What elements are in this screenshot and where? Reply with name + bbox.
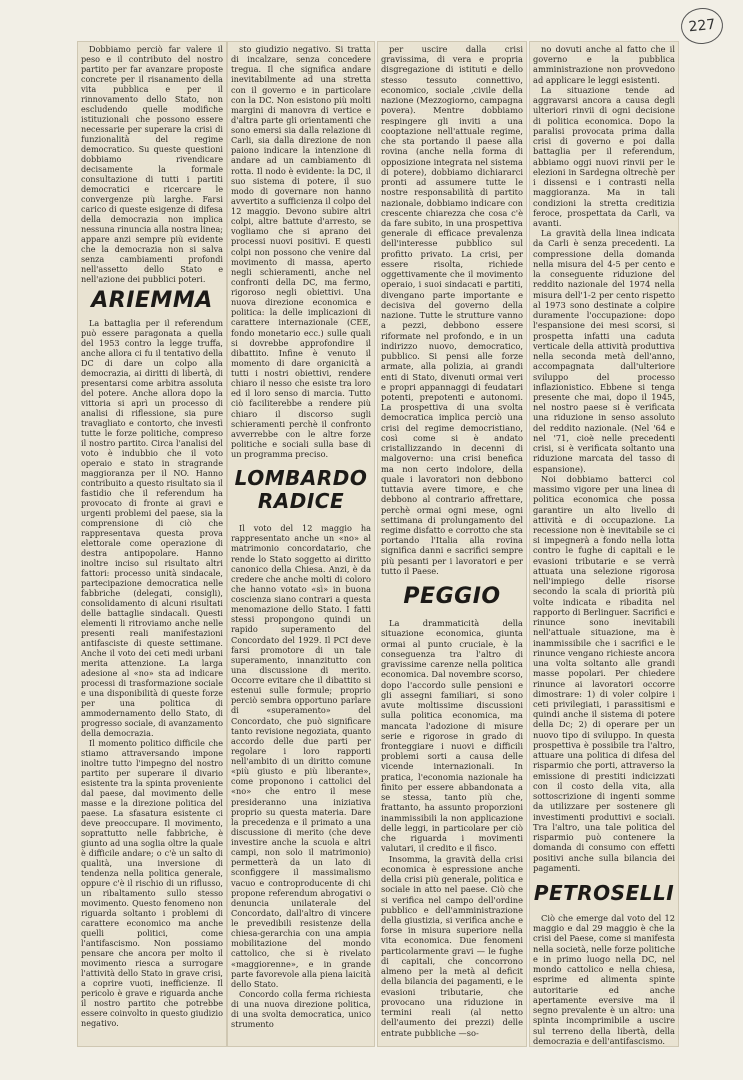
heading-lombardo: LOMBARDO xyxy=(234,466,368,491)
page-number: 227 xyxy=(679,6,725,46)
column-1-paragraph: La battaglia per il referendum può essere paragonata a quella del 1953 contro la legge truffa, anche allora ci fu il tentativo della DC di dare un colpo alla democrazia, ai diritti di libertà, di presentarsi come arbitra assoluta del potere. Anche allora dopo la vittoria si aprì un processo di analisi di riflessione, sia pure travagliato e contorto, che investì tutte le forze politiche, compreso il nostro partito. Circa l'analisi del voto è indubbio che il voto operaio e stato in stragrande maggioranza per il NO. Hanno contribuito a questo risultato sia il fastidio che il referendum ha provocato di fronte ai gravi e urgenti problemi del paese, sia la comprensione di ciò che rappresentava questa prova elettorale come operazione di destra antipopolare. Hanno inoltre inciso sul risultato altri fattori: processo unità sindacale, partecipazione democratica nelle fabbriche (delegati, consigli), consolidamento di alcuni risultati delle battaglie sindacali. Questi elementi li ritroviamo anche nelle presenti reali manifestazioni antifasciste di queste settimane. Anche il voto dei ceti medi urbani merita attenzione. La larga adesione al «no» sta ad indicare processi di trasformazione sociale e una disponibilità di queste forze per una politica di ammodernamento dello Stato, di progresso sociale, di avanzamento della democrazia. xyxy=(81,318,223,738)
column-4-paragraph: Noi dobbiamo batterci col massimo vigore per una linea di politica economica che possa garantire un alto livello di attività e di occupazione. La recessione non è inevitabile se ci si impegnerà a fondo nella lotta contro le fughe di capitali e le evasioni tributarie e se verrà attuata una selezione rigorosa nell'impiego delle risorse secondo la scala di priorità più volte indicata e ribadita nel rapporto di Berlinguer. Sacrifici e rinunce sono inevitabili nell'attuale situazione, ma è inammissibile che i sacrifici e le rinunce vengano richieste ancora una volta soltanto alle grandi masse popolari. Per chiedere rinunce ai lavoratori occorre dimostrare: 1) di voler colpire i ceti privilegiati, i parassitismi e quindi anche il sistema di potere della Dc; 2) di operare per un nuovo tipo di sviluppo. In questa prospettiva è possibile tra l'altro, attuare una politica di difesa del risparmio che porti, attraverso la emissione di prestiti indicizzati con il costo della vita, alla sottoscrizione di ingenti somme da utilizzare per sostenere gli investimenti produttivi e sociali. Tra l'altro, una tale politica del risparmio può contenere la domanda di consumo con effetti positivi anche sulla bilancia dei pagamenti. xyxy=(533,473,675,873)
heading-radice: RADICE xyxy=(257,489,345,514)
column-4-paragraph: Ciò che emerge dal voto del 12 maggio e dal 29 maggio è che la crisi del Paese, come si manifesta nella società, nelle forze politiche e in primo luogo nella DC, nel mondo cattolico e nella chiesa, esprime ed alimenta spinte autoritarie ed anche apertamente eversive ma il segno prevalente è un altro: una spinta incomprimibile a uscire sul terreno della libertà, della democrazia e dell'antifascismo. xyxy=(533,912,675,1046)
clipping-column-4 xyxy=(530,42,678,1046)
heading-ariemma: ARIEMMA xyxy=(91,288,213,313)
column-4-paragraph: La gravità della linea indicata da Carli è senza precedenti. La compressione della domanda nella misura del 4-5 per cento e la conseguente riduzione del reddito nazionale del 1974 nella misura dell'1-2 per cento rispetto al 1973 sono destinate a colpire duramente l'occupazione: dopo l'espansione dei mesi scorsi, si prospetta infatti una caduta verticale della attività produttiva nella seconda metà dell'anno, accompagnata dall'ulteriore sviluppo del processo inflazionistico. Ebbene si tenga presente che mai, dopo il 1945, nel nostro paese si è verificata una riduzione in senso assoluto del reddito nazionale. (Nel '64 e nel '71, cioè nelle precedenti crisi, si è verificata soltanto una riduzione marcata del tasso di espansione). xyxy=(533,228,675,474)
heading-petroselli: PETROSELLI xyxy=(533,880,675,905)
column-3-paragraph: Insomma, la gravità della crisi economica è espressione anche della crisi più generale, politica e sociale in atto nel paese. Ciò che si verifica nel campo dell'ordine pubblico e dell'amministrazione della giustizia, si verifica anche e forse in misura superiore nella vita economica. Due fenomeni particolarmente gravi — le fughe di capitali, che concorrono almeno per la metà al deficit della bilancia dei pagamenti, e le evasioni tributarie, che provocano una riduzione in termini reali (al netto dell'aumento dei prezzi) delle entrate pubbliche —so- xyxy=(381,853,523,1038)
heading-peggio: PEGGIO xyxy=(403,584,501,610)
heading-lombardo-radice xyxy=(231,467,371,513)
column-4-paragraph: La situazione tende ad aggravarsi ancora a causa degli ulteriori rinvii di ogni decisione di politica economica. Dopo la paralisi provocata prima dalla crisi di governo e poi dalla battaglia per il referendum, abbiamo oggi nuovi rinvii per le elezioni in Sardegna oltrechè per i dissensi e i contrasti nella maggioranza. Ma in tali condizioni la stretta creditizia feroce, prospettata da Carli, va avanti. xyxy=(533,84,675,228)
column-2-paragraph: Il voto del 12 maggio ha rappresentato anche un «no» al matrimonio concordatario, che rende lo Stato soggetto ai diritto canonico della Chiesa. Anzi, è da credere che anche molti di coloro che hanno votato «sì» in buona coscienza siano contrari a questa menomazione dello Stato. I fatti stessi propongono quindi un rapido superamento del Concordato del 1929. Il PCI deve farsi promotore di un tale superamento, innanzitutto con una discussione di merito. Occorre evitare che il dibattito si estenui sulle formule; proprio perciò sembra opportuno parlare di «superamento» del Concordato, che può significare tanto revisione negoziata, quanto accordo delle due parti per regolare i loro rapporti nell'ambito di un diritto comune «più giusto e più liberante», come proponono i cattolici del «no» che entro il mese presideranno una iniziativa proprio su questa materia. Dare la precedenza e il primato a una discussione di merito (che deve investire anche la scuola e altri campi, non solo il matrimonio) permetterà da un lato di sconfiggere il massimalismo vacuo e controproducente di chi propone referendum abrogativi o denuncia unilaterale del Concordato, dall'altro di vincere le prevedibili resistenze della chiesa-gerarchia con una ampia mobilitazione del mondo cattolico, che si è rivelato «maggiorenne», e in grande parte favorevole alla piena laicità dello Stato. xyxy=(231,523,371,989)
clipping-column-2 xyxy=(228,42,374,1046)
column-3-paragraph: La drammaticità della situazione economica, giunta ormai al punto cruciale, è la conseguenza tra l'altro di gravissime carenze nella politica economica. Dal novembre scorso, dopo l'accordo sulle pensioni e gli assegni familiari, si sono avute moltissime discussioni sulla politica economica, ma mancata l'adozione di misure serie e rigorose in grado di fronteggiare i nuovi e difficili problemi sorti a causa delle vicende internazionali. In pratica, l'economia nazionale ha finito per essere abbandonata a se stessa, tanto più che, frattanto, ha assunto proporzioni inammissibili la non applicazione delle leggi, in particolare per ciò che riguarda i movimenti valutari, il credito e il fisco. xyxy=(381,618,523,854)
clipping-column-1 xyxy=(78,42,226,1046)
column-1-paragraph: Il momento politico difficile che stiamo attraversando impone inoltre tutto l'impegno del nostro partito per superare il divario esistente tra la spinta proveniente dal paese, dal movimento delle masse e la direzione politica del paese. La sfasatura esistente ci deve preoccupare. Il movimento, soprattutto nelle fabbriche, è giunto ad una soglia oltre la quale è difficile andare; o c'è un salto di qualità, una inversione di tendenza nella politica generale, oppure c'è il rischio di un riflusso, un ribaltamento sullo stesso movimento. Questo fenomeno non riguarda soltanto i problemi di carattere economico ma anche quelli politici, come l'antifascismo. Non possiamo pensare che ancora per molto il movimento riesca a surrogare l'attività dello Stato in grave crisi, a coprire vuoti, inefficienze. Il pericolo è grave e riguarda anche il nostro partito che potrebbe essere coinvolto in questo giudizio negativo. xyxy=(81,738,223,1028)
column-2-paragraph: sto giudizio negativo. Si tratta di incalzare, senza concedere tregua. Il che significa andare inevitabilmente ad una stretta con il governo e in particolare con la DC. Non esistono più molti margini di manovra di vertice e d'altra parte gli orientamenti che sono emersi sia dalla relazione di Carli, sia dalla direzione de non paiono indicare la intenzione di andare ad un cambiamento di rotta. Il nodo è evidente: la DC, il suo sistema di potere, il suo modo di governare non hanno avvertito a sufficienza il colpo del 12 maggio. Devono subire altri colpi, altre battute d'arresto, se vogliamo che si aprano dei processi nuovi positivi. E questi colpi non possono che venire dal movimento di massa, aperto negli schieramenti, anche nel confronti della DC, ma fermo, rigoroso negli obiettivi. Una nuova direzione economica e politica: la delle implicazioni di carattere internazionale (CEE, fondo monetario ecc.) sulle quali si dovrebbe approfondire il dibattito. Infine è venuto il momento di dare organicità a tutti i nostri obiettivi, rendere chiaro il nesso che esiste tra loro ed il loro senso di marcia. Tutto ciò faciliterebbe a rendere più chiaro il discorso sugli schieramenti perchè il confronto avverrebbe con le altre forze politiche e sociali sulla base di un programma preciso. xyxy=(231,44,371,459)
clipping-column-3 xyxy=(378,42,526,1046)
column-1-paragraph: Dobbiamo perciò far valere il peso e il contributo del nostro partito per far avanzare proposte concrete per il risanamento della vita pubblica e per il rinnovamento dello Stato, non escludendo quelle modifiche istituzionali che possono essere necessarie per superare la crisi di funzionalità del regime democratico. Su queste questioni dobbiamo rivendicare decisamente la formale consultazione di tutti i partiti democratici e ricercare le convergenze più larghe. Farsi carico di queste esigenze di difesa della democrazia non implica nessuna rinuncia alla nostra linea; appare anzi sempre più evidente che la democrazia non si salva senza cambiamenti profondi nell'assetto dello Stato e nell'azione dei pubblici poteri. xyxy=(81,44,223,284)
column-2-paragraph: Concordo colla ferma richiesta di una nuova direzione politica, di una svolta democratica, unico strumento xyxy=(231,988,371,1030)
column-4-paragraph: no dovuti anche al fatto che il governo e la pubblica amministrazione non provvedono ad applicare le leggi esistenti. xyxy=(533,44,675,85)
column-3-paragraph: per uscire dalla crisi gravissima, di vera e propria disgregazione di istituti e dello stesso tessuto connettivo, economico, sociale ,civile della nazione (Mezzogiorno, campagna povera). Mentre dobbiamo respingere gli inviti a una cooptazione nell'attuale regime, che sta portando il paese alla rovina (anche nella forma di opposizione integrata nel sistema di potere), dobbiamo dichiararci pronti ad assumere tutte le nostre responsabilità di partito nazionale, dobbiamo indicare con crescente chiarezza che cosa c'è da fare subito, in una prospettiva generale di efficace prevalenza dell'interesse pubblico sul profitto privato. La crisi, per essere risolta, richiede oggettivamente che il movimento operaio, i suoi sindacati e partiti, divengano parte importante e decisiva del governo della nazione. Tutte le strutture vanno a pezzi, debbono essere riformate nel profondo, e in un indirizzo nuovo, democratico, pubblico. Si pensi alle forze armate, alla polizia, ai grandi enti di Stato, divenuti ormai veri e propri appannaggi di feudatari potenti, prepotenti e autonomi. La prospettiva di una svolta democratica implica perciò una crisi del regime democristiano, così come si è andato cristallizzando in decenni di malgoverno: una crisi benefica ma non certo indolore, della quale i lavoratori non debbono tuttavia avere timore, e che debbono al contrario affrettare, perchè ormai ogni mese, ogni settimana di prolungamento del regime disfatto e corrotto che sta portando l'Italia alla rovina significa danni e sacrifici sempre più pesanti per i lavoratori e per tutto il Paese. xyxy=(381,44,523,576)
